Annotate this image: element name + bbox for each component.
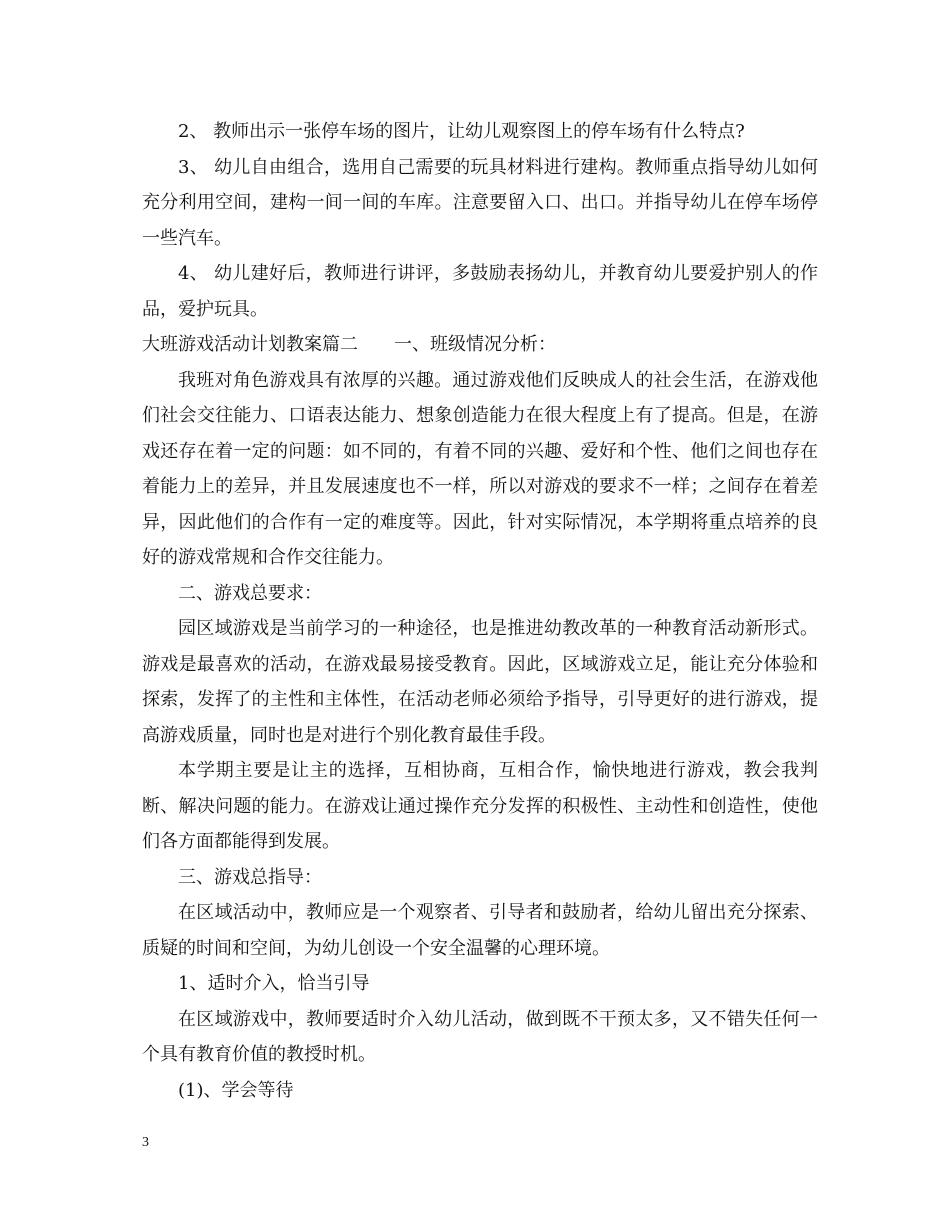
paragraph-intervention-detail: 在区域游戏中，教师要适时介入幼儿活动，做到既不干预太多，又不错失任何一个具有教育价值的教授时机。: [142, 1008, 818, 1065]
page-number: 3: [142, 1135, 149, 1150]
heading-game-requirements: 二、游戏总要求：: [178, 582, 322, 604]
paragraph-step-3: 3、 幼儿自由组合，选用自己需要的玩具材料进行建构。教师重点指导幼儿如何充分利用空间，建构一间一间的车库。注意要留入口、出口。并指导幼儿在停车场停一些汽车。: [142, 156, 818, 249]
paragraph-class-analysis: 我班对角色游戏具有浓厚的兴趣。通过游戏他们反映成人的社会生活，在游戏他们社会交往能力、口语表达能力、想象创造能力在很大程度上有了提高。但是，在游戏还存在着一定的问题：如不同的，有着不同的兴趣、爱好和个性、他们之间也存在着能力上的差异，并且发展速度也不一样，所以对游戏的要求不一样；之间存在着差异，因此他们的合作有一定的难度等。因此，针对实际情况，本学期将重点培养的良好的游戏常规和合作交往能力。: [142, 369, 818, 568]
paragraph-semester-goals: 本学期主要是让主的选择，互相协商，互相合作，愉快地进行游戏，教会我判断、解决问题的能力。在游戏让通过操作充分发挥的积极性、主动性和创造性，使他们各方面都能得到发展。: [142, 760, 818, 852]
paragraph-step-2: 2、 教师出示一张停车场的图片，让幼儿观察图上的停车场有什么特点?: [178, 121, 745, 142]
paragraph-teacher-role: 在区域活动中，教师应是一个观察者、引导者和鼓励者，给幼儿留出充分探索、质疑的时间和空间，为幼儿创设一个安全温馨的心理环境。: [142, 902, 818, 959]
paragraph-area-games: 园区域游戏是当前学习的一种途径，也是推进幼教改革的一种教育活动新形式。游戏是最喜欢的活动，在游戏最易接受教育。因此，区域游戏立足，能让充分体验和探索，发挥了的主性和主体性，在活动老师必须给予指导，引导更好的进行游戏，提高游戏质量，同时也是对进行个别化教育最佳手段。: [142, 618, 818, 746]
section-heading-plan-two: 大班游戏活动计划教案篇二 一、班级情况分析：: [142, 334, 556, 355]
paragraph-step-4: 4、 幼儿建好后，教师进行讲评，多鼓励表扬幼儿，并教育幼儿要爱护别人的作品，爱护玩具。: [142, 263, 818, 320]
document-body: [142, 114, 818, 1108]
heading-game-guidance: 三、游戏总指导：: [178, 866, 322, 888]
subheading-timely-intervention: 1、适时介入，恰当引导: [178, 973, 370, 994]
subheading-learn-to-wait: (1)、学会等待: [178, 1079, 294, 1101]
